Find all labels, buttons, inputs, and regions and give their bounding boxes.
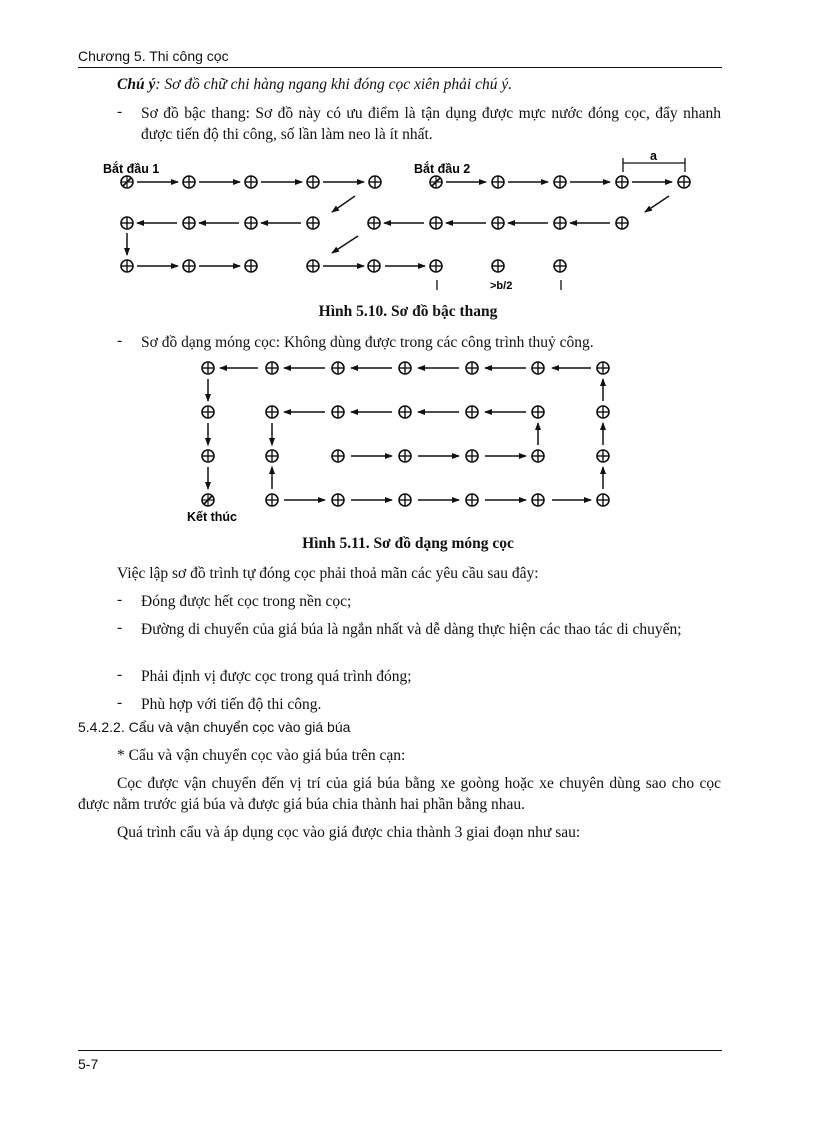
bullet-dash: - — [117, 619, 123, 636]
bullet-dash: - — [117, 666, 123, 683]
bullet-dash: - — [117, 332, 123, 349]
section-heading: 5.4.2.2. Cẩu và vận chuyển cọc vào giá búa — [78, 719, 351, 735]
pile-foundation-diagram — [0, 355, 816, 530]
chapter-header: Chương 5. Thi công cọc — [78, 48, 229, 64]
note-paragraph — [117, 74, 512, 95]
requirement-item: Phù hợp với tiến độ thi công. — [141, 696, 322, 713]
figure-5-11-caption: Hình 5.11. Sơ đồ dạng móng cọc — [302, 535, 514, 552]
footer-rule — [78, 1050, 722, 1051]
requirements-intro: Việc lập sơ đồ trình tự đóng cọc phải thoả mãn các yêu cầu sau đây: — [117, 565, 539, 582]
note-text: : Sơ đồ chữ chi hàng ngang khi đóng cọc xiên phải chú ý. — [155, 76, 513, 93]
start-1-label: Bắt đầu 1 — [103, 162, 160, 176]
requirement-item: Đóng được hết cọc trong nền cọc; — [141, 593, 352, 610]
end-label: Kết thúc — [187, 510, 237, 524]
dimension-b-label: >b/2 — [490, 280, 513, 290]
bullet-pile-foundation-diagram: Sơ đồ dạng móng cọc: Không dùng được trong các công trình thuỷ công. — [141, 334, 594, 351]
figure-5-10-caption: Hình 5.10. Sơ đồ bậc thang — [318, 303, 498, 320]
page-number: 5-7 — [78, 1056, 99, 1072]
requirement-item: Đường di chuyển của giá búa là ngắn nhất và dễ dàng thực hiện các thao tác di chuyển; — [141, 621, 682, 638]
bullet-dash: - — [117, 103, 123, 120]
requirement-item: Phải định vị được cọc trong quá trình đóng; — [141, 668, 412, 685]
paragraph-stages: Quá trình cẩu và áp dụng cọc vào giá được chia thành 3 giai đoạn như sau: — [117, 824, 581, 841]
note-label: Chú ý — [117, 76, 156, 93]
bullet-stair-diagram: Sơ đồ bậc thang: Sơ đồ này có ưu điểm là tận dụng được mực nước đóng cọc, đẩy nhanh được tiến độ thi công, số lần làm neo là ít nhất. — [141, 105, 721, 143]
staircase-diagram — [0, 150, 816, 290]
header-rule — [78, 67, 722, 68]
subsection-heading: * Cẩu và vận chuyển cọc vào giá búa trên cạn: — [117, 747, 406, 764]
paragraph-transport: Cọc được vận chuyển đến vị trí của giá búa bằng xe goòng hoặc xe chuyên dùng sao cho cọc được nằm trước giá búa và được giá búa chia thành hai phần bằng nhau. — [78, 775, 721, 813]
dimension-a-label: a — [650, 150, 657, 163]
bullet-dash: - — [117, 591, 123, 608]
start-2-label: Bắt đầu 2 — [414, 162, 471, 176]
bullet-dash: - — [117, 694, 123, 711]
